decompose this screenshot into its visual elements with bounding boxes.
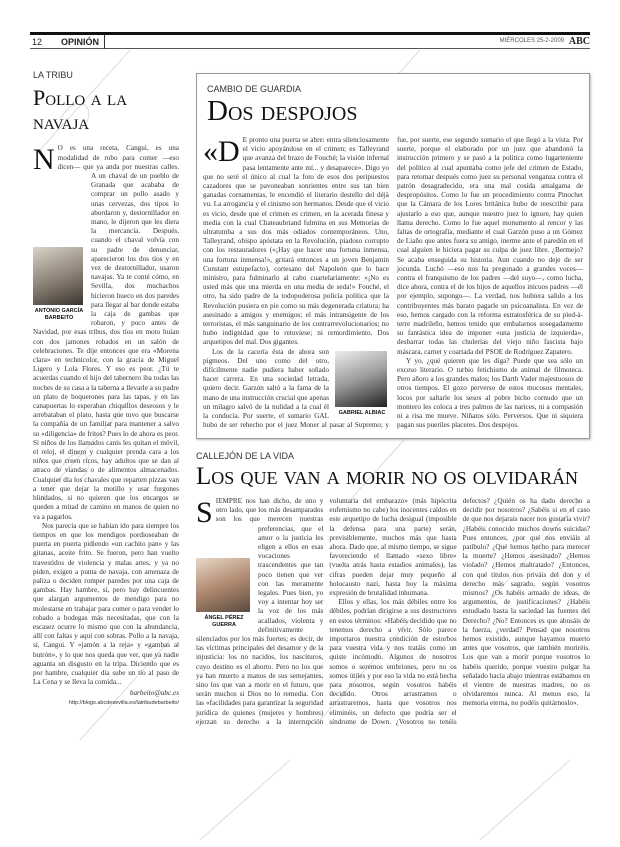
section-label: OPINIÓN: [58, 35, 105, 49]
portrait-image: [33, 247, 83, 305]
paragraph: E pronto una puerta se abre: entra silenciosamente el vicio apoyándose en el crimen; es Talleyrand que avanza del brazo de Fouché; la visión infernal pasa lentamente ante mí... y desaparece». Digo yo que no seré el único al cual la foto de esos dos peripuestos cazadores que se pavoneaban sonrientes entre sus tan bien ganadas cornamentas, le encendió el literario destello del déjà vu. La arrogancia y el cinismo son hermanos. Desde que el vicio es vicio, desde que el crimen es crimen, en la acerada finesa y media con la cual Chateaubriand fulmina en sus Memorias de ultratumba a sus dos más odiados contemporáneos. Uno, Talleyrand, obispo apóstata en la Revolución, piadoso corrupto con los restauradores («¡Hay que hacer una fortuna inmensa, una fortuna inmensa!», gritará entonces a un joven Benjamin Constant estupefacto), cortesano del Napoleón que lo hace ministro, para fulminarlo al cabo cuartelariamente: «¡No es usted más que una mierda en una media de seda!» Fouché, el otro, ha sido padre de la todopoderosa policía política que la Revolución pusiera en pie como su más degenerada criatura; ha asesinado a amigos y enemigos; el más intransigente de los terroristas, el más sanguinario de los contrarrevolucionarios; no hubo indignidad que lo retuviese; ni remordimiento. Dos arquetipos del mal. Dos gigantes.: [203, 135, 389, 347]
portrait-image: [196, 558, 250, 612]
paragraph: Los de la cacería ésta de ahora son pigmeos. Del uno como del otro, difícilmente nadie pudiera haber soñado hacer carrera. En una sociedad letrada, quiero decir. Garzón saltó a la fama de la mano de una instrucción crucial que apenas un milagro salvó de la nulidad a la cual él la conducía. Por suerte, el sumario GAL hubo de ser rehecho por el juez Moner al pasar al Supremo; y fue, por suerte, ese segundo sumario el que llegó a la vista. Por suerte, porque el elaborado por un juez que abandonó la instrucción primero y se pasó a la política como lugarteniente del político al cual apuntaba como jefe del crimen de Estado, para retomar después como juez su personal venganza contra el patrón desagradecido, era una mal cosida amalgama de despropósitos. Como lo fue un procedimiento contra Pinochet que la Cámara de los Lores británica hubo de reescribir para ajustarlo a eso que, aunque nuestro juez lo ignore, hay quien llama derecho. Como lo fue aquel monumento al rencor y las faltas de ortografía, mediante el cual Garzón puso a un Gómez de Liaño que antes fuera su amigo, inerme ante el paredón en el cual alguien le hiciera pagar su culpa de juez libre. ¿Bermejo? Se acaba enseguida su historia. Aun cuando no deje de ser jocunda. Luchó —eso nos ha pregonado a grandes voces— contra el franquismo de los padres —del suyo—, como lucha, dice ahora, contra el de los hijos de aquellos inicuos padres —él por ejemplo, supongo—. La verdad, nos hubiera salido a los contribuyentes más barato pagarle un psicoanalista. En vez de eso, hemos cargado con la reforma estratosférica de su pied-à-terre madrileño, hemos tenido que embalarnos sosegadamente su fantástica idea de imponer «una justicia de izquierda», desbarrar todas las chulerías del viejo niño fascista bajo máscara, carnet y coartada del PSOE de Rodríguez Zapatero.: [203, 135, 583, 430]
blog-url: http://blogs.abcdesevilla.es/latribudebarbeito/: [68, 699, 179, 706]
drop-cap: S: [196, 495, 213, 529]
newspaper-logo: ABC: [568, 36, 590, 47]
author-caption: ANTONIO GARCÍA BARBEITO: [34, 308, 84, 322]
portrait-image: [335, 351, 387, 407]
right-area: [196, 73, 590, 727]
bottom-title: Los que van a morir no os olvidarán: [196, 463, 579, 491]
author-caption: ÁNGEL PÉREZ GUERRA: [204, 614, 244, 628]
left-kicker: LA TRIBU: [33, 70, 73, 80]
bottom-kicker: CALLEJÓN DE LA VIDA: [196, 451, 295, 462]
drop-cap: «D: [203, 134, 240, 168]
drop-cap: N: [33, 143, 55, 177]
first-paragraph: [203, 136, 389, 348]
left-article-body: [33, 144, 179, 707]
paragraph: IEMPRE nos han dicho, de uno y otro lado, que los más desamparados son los que merecen nuestras preferencias, que el amor o la justicia les eligen a ellos en esas vocaciones trascendentes que tan poco tienen que ver con las meramente legales. Pues bien, yo voy a intentar hoy ser la voz de los más acallados, violenta y definitivamente silenciados por los más fuertes; es decir, de las víctimas principales del desamor y de la injusticia: los no nacidos, los nascituros, cuyo destino es el aborto. Pero no los que ya han muerto a manos de sus semejantes, sino los que van a morir en el futuro, que serán muchos si Dios no lo remedia. Con las «facilidades para garantizar la seguridad jurídica de quienes (mujeres y hombres) ejerzan su derecho a la interrupción voluntaria del embarazo» (más hipócrita eufemismo no cabe) los inocentes caídos en este arquetipo de lucha desigual (imposible la defensa para una parte) serán, previsiblemente, muchos más que hasta ahora. Dado que, al mismo tiempo, se sigue favoreciendo el llamado «sexo libre» (vuelta atrás hasta estadios animales), las cifras pueden dejar muy pequeño al holocausto nazi, hasta hoy la máxima expresión de brutalidad inhumana.: [196, 496, 457, 726]
page-number: 12: [32, 37, 43, 47]
paragraph: O es una receta, Cangui, es una modalidad de robo para comer —eso dicen— que ya anda por nuestras calles. A un chaval de un pueblo de Granada que acababa de comprar un pollo asado y unas cervezas, dos tipos lo abordaron y, destornillador en mano, le dijeron que les diera la mercancía. Después, cuando el chaval volvía con su padre de denunciar, aparecieron los dos tíos y en vez de destornillador, usaron navajas. Ya te conté cómo, en Sevilla, dos muchachos hicieron hueco en dos paredes para llegar al bar donde estaba la caja de gambas que robaron, y poco antes de Navidad, por esas tribus, dos tíos en moto huían con dos jamones robados en un salón de celebraciones. Te dije entonces que era «Morena clara» en technicolor, con la gracia de Miguel Ligero y Lola Flores. Y eso es peor. ¿Tú te acuerdas cuando el hijo del tabernero iba todas las noches de su casa a la taberna a llevarle a su padre un plato de boquerones para las tapas, y en las canapuertas lo esperaban chiquillos deseosos y le arrebataban el plato, hasta que tuvo que buscarse la compañía de un familiar para mantener a salvo su «diligencia» de fritos? Pues lo de ahora es peor. Si niños de los llamados canis les quitan el móvil, el reloj, el dinero y cualquier prenda cara a los niños que creen ricos, hay adultos que se dan al atraco de viandas o de alimentos almacenados. Cualquier día los chavales que reparten pizzas van a tener que dejar la motillo y usar furgones blindados, si no quieren que los encargos se queden a mitad de camino en manos de quien no va a pagarlos.: [33, 144, 179, 521]
paragraph: Y yo, ¿qué quieren que les diga? Puede que sea sólo un exceso literario. O turbio fetichismo de animal de filmoteca. Pero añoro a los grandes malos; los Darth Vader majestuosos de otros tiempos. El gozo perverso de estos mocosos mentales, locos por saltarle los sesos al pobre bicho cornudo que un montero les coloca a tres palmos de las narices, ni a compasión ni a risa me mueve. Niñatos sólo. Perversos. Que ni siquiera pagan sus pueriles placeres. Dos despojos.: [397, 356, 583, 430]
author-photo-barbeito: [33, 247, 85, 322]
paragraph: Nos parecía que se habían ido para siempre los tiempos en que los mendigos pordioseaban de puerta en puerta pidiendo «un cachito pan» y las gitanas, aceite frito. Se fueron, pero han vuelto travestidos de violencia y malas artes, y ya no piden, exigen a punta de navaja, con amenaza de paliza o deciden romper paredes por una caja de gambas. Hay hambre, sí, pero hay delincuentes que alargan argumentos de mendigo para no molestarse en trabajar para comer o para vender lo robado a bodegas más necesitadas, que con la escasez ocurre lo mismo que con la abundancia, allí con faltas y aquí con sobras. Pollo a la navaja, sí, Cangui. Y «jamón a la reja» y «gambas al butrón», y lo que nos queda que ver, que ya nadie aguanta un disgusto en la tripa. Diciendo que es por hambre, cualquier día sube un tío al paso de La Cena y se lleva la comida...: [33, 521, 179, 687]
featured-column-box: [196, 73, 590, 439]
page-header: [30, 35, 590, 49]
author-photo-perez-guerra: [196, 558, 252, 629]
paragraph: Ellos y ellas, los más débiles entre los débiles, podrían dirigirse a sus destructores en estos términos: «Habéis decidido que no tenemos derecho a vivir. Sólo parece importaros nuestra condición de estorbos para vuestra vida y nos tratáis como un quiste incómodo. Algunos de nosotros somos o seremos embriones, pero no os somos útiles y por eso la vida no está hecha para nosotros, según vosotros habéis decidido. Otros arrastramos o arrastraremos, hasta que vosotros nos eliminéis, un defecto que podría ser el síndrome de Down. ¿Vosotros no tenéis defectos? ¿Quién os ha dado derecho a decidir por nosotros? ¿Sabéis si en el caso de que nos dejarais nacer nos gustaría vivir? ¿Habéis conocido muchos downs suicidas? Pues entonces, ¿por qué nos enviáis al patíbulo? ¿Qué hemos hecho para merecer la muerte? ¿Hemos asesinado? ¿Hemos violado? ¿Hemos maltratado? ¿Entonces, con qué títulos nos priváis del don y el derecho más sagrado, según vosotros mismos? ¿Os habéis armado de ideas, de argumentos, de justificaciones? ¿Habéis estudiado hasta la saciedad las fuentes del Derecho? ¿No? Entonces es que abusáis de la fuerza, ¿verdad? Pensad que nosotros hemos existido, aunque hayamos muerto antes que vosotros, que también moriréis. Los que van a morir porque vosotros lo habéis querido, porque vuestro pulgar ha señalado hacia abajo mientras estábamos en el vientre de nuestras madres, no os olvidaremos nunca. Al menos eso, la memoria eterna, no podéis quitárnoslo».: [329, 496, 590, 726]
author-email: barbeito@abc.es: [129, 689, 179, 698]
box-kicker: CAMBIO DE GUARDIA: [207, 84, 302, 94]
first-paragraph: [33, 144, 179, 521]
left-article: [33, 70, 179, 708]
issue-date: MIÉRCOLES 25-2-2009: [499, 38, 564, 44]
box-title: Dos despojos: [207, 95, 358, 127]
author-photo-albiac: [335, 351, 389, 417]
box-article-body: [203, 136, 583, 431]
bottom-article-body: [196, 497, 590, 727]
left-title: Pollo a la navaja: [33, 85, 128, 135]
author-caption: GABRIEL ALBIAC: [338, 409, 386, 416]
